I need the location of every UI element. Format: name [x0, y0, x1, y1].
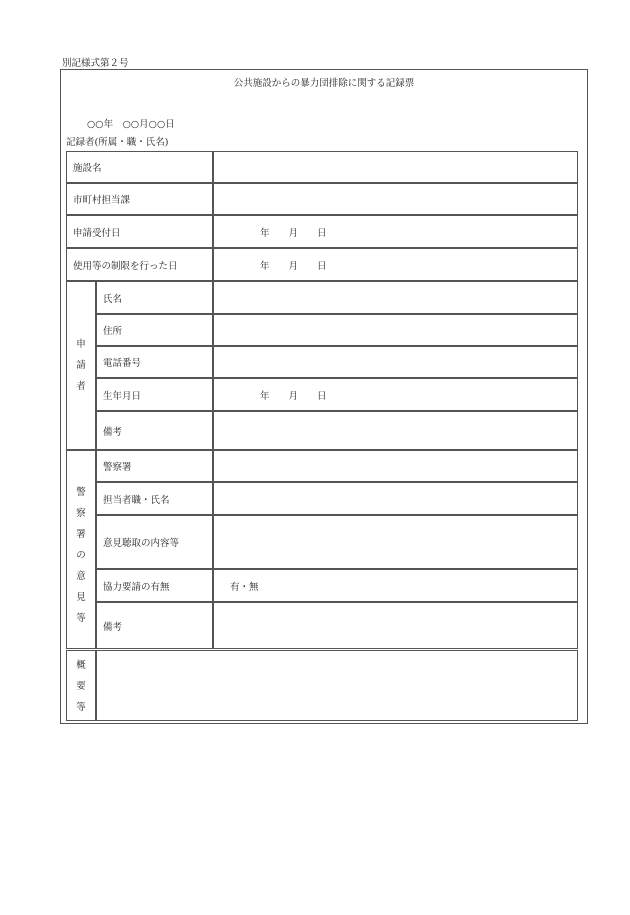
applicant-name-label: 氏名 [103, 293, 123, 305]
police-officer-field[interactable] [213, 482, 578, 515]
summary-group-char: 等 [76, 702, 86, 713]
police-group-char: の [76, 550, 86, 561]
application-date-placeholder: 年 月 日 [260, 227, 327, 239]
recorder-label: 記録者(所属・職・氏名) [66, 137, 169, 148]
applicant-name-field[interactable] [213, 281, 578, 314]
police-remarks-label-cell [96, 602, 213, 649]
facility-name-label: 施設名 [73, 163, 102, 174]
applicant-group-label [66, 281, 96, 450]
applicant-remarks-label-cell [96, 411, 213, 450]
restriction-date-placeholder: 年 月 日 [260, 260, 327, 272]
restriction-date-label-cell [66, 248, 213, 281]
police-cooperation-field[interactable] [213, 569, 578, 602]
document-title: 公共施設からの暴力団排除に関する記録票 [233, 78, 415, 89]
police-station-field[interactable] [213, 450, 578, 482]
applicant-address-field[interactable] [213, 314, 578, 346]
police-station-label-cell [96, 450, 213, 482]
application-date-field[interactable] [213, 215, 578, 248]
applicant-birthdate-field[interactable] [213, 378, 578, 411]
summary-field[interactable] [96, 650, 578, 721]
applicant-birthdate-label-cell [96, 378, 213, 411]
facility-name-label-cell [66, 151, 213, 183]
municipal-dept-field[interactable] [213, 183, 578, 215]
applicant-group-char: 申 [76, 339, 86, 350]
police-cooperation-value: 有・無 [230, 581, 259, 593]
police-cooperation-label-cell [96, 569, 213, 602]
applicant-phone-label: 電話番号 [103, 358, 142, 369]
application-date-label-cell [66, 215, 213, 248]
summary-group-char: 概 [76, 660, 86, 671]
applicant-address-label-cell [96, 314, 213, 346]
municipal-dept-label: 市町村担当課 [73, 195, 131, 206]
applicant-remarks-field[interactable] [213, 411, 578, 450]
police-remarks-field[interactable] [213, 602, 578, 649]
applicant-address-label: 住所 [103, 326, 123, 337]
police-officer-label: 担当者職・氏名 [103, 494, 170, 506]
police-hearing-field[interactable] [213, 515, 578, 569]
summary-group-char: 要 [76, 681, 86, 692]
applicant-group-char: 者 [76, 381, 86, 392]
police-remarks-label: 備考 [103, 621, 123, 633]
applicant-birthdate-label: 生年月日 [103, 390, 142, 402]
police-cooperation-label: 協力要請の有無 [103, 581, 170, 593]
police-station-label: 警察署 [103, 462, 132, 473]
police-group-char: 見 [76, 592, 86, 603]
applicant-name-label-cell [96, 281, 213, 314]
police-group-char: 署 [76, 529, 86, 540]
applicant-group-char: 請 [76, 360, 86, 371]
restriction-date-label: 使用等の制限を行った日 [73, 260, 178, 272]
police-group-label [66, 450, 96, 649]
facility-name-field[interactable] [213, 151, 578, 183]
police-group-char: 警 [76, 487, 86, 498]
applicant-phone-label-cell [96, 346, 213, 378]
police-officer-label-cell [96, 482, 213, 515]
police-group-char: 意 [76, 571, 86, 582]
restriction-date-field[interactable] [213, 248, 578, 281]
summary-group-label [66, 650, 96, 721]
application-date-label: 申請受付日 [73, 227, 121, 239]
police-group-char: 察 [76, 508, 86, 519]
municipal-dept-label-cell [66, 183, 213, 215]
record-date: ○○年 ○○月○○日 [87, 119, 175, 130]
police-hearing-label: 意見聴取の内容等 [103, 538, 180, 549]
police-hearing-label-cell [96, 515, 213, 569]
applicant-remarks-label: 備考 [103, 426, 123, 438]
police-group-char: 等 [76, 613, 86, 624]
applicant-phone-field[interactable] [213, 346, 578, 378]
form-number: 別記様式第２号 [62, 58, 129, 69]
applicant-birthdate-placeholder: 年 月 日 [260, 390, 327, 402]
